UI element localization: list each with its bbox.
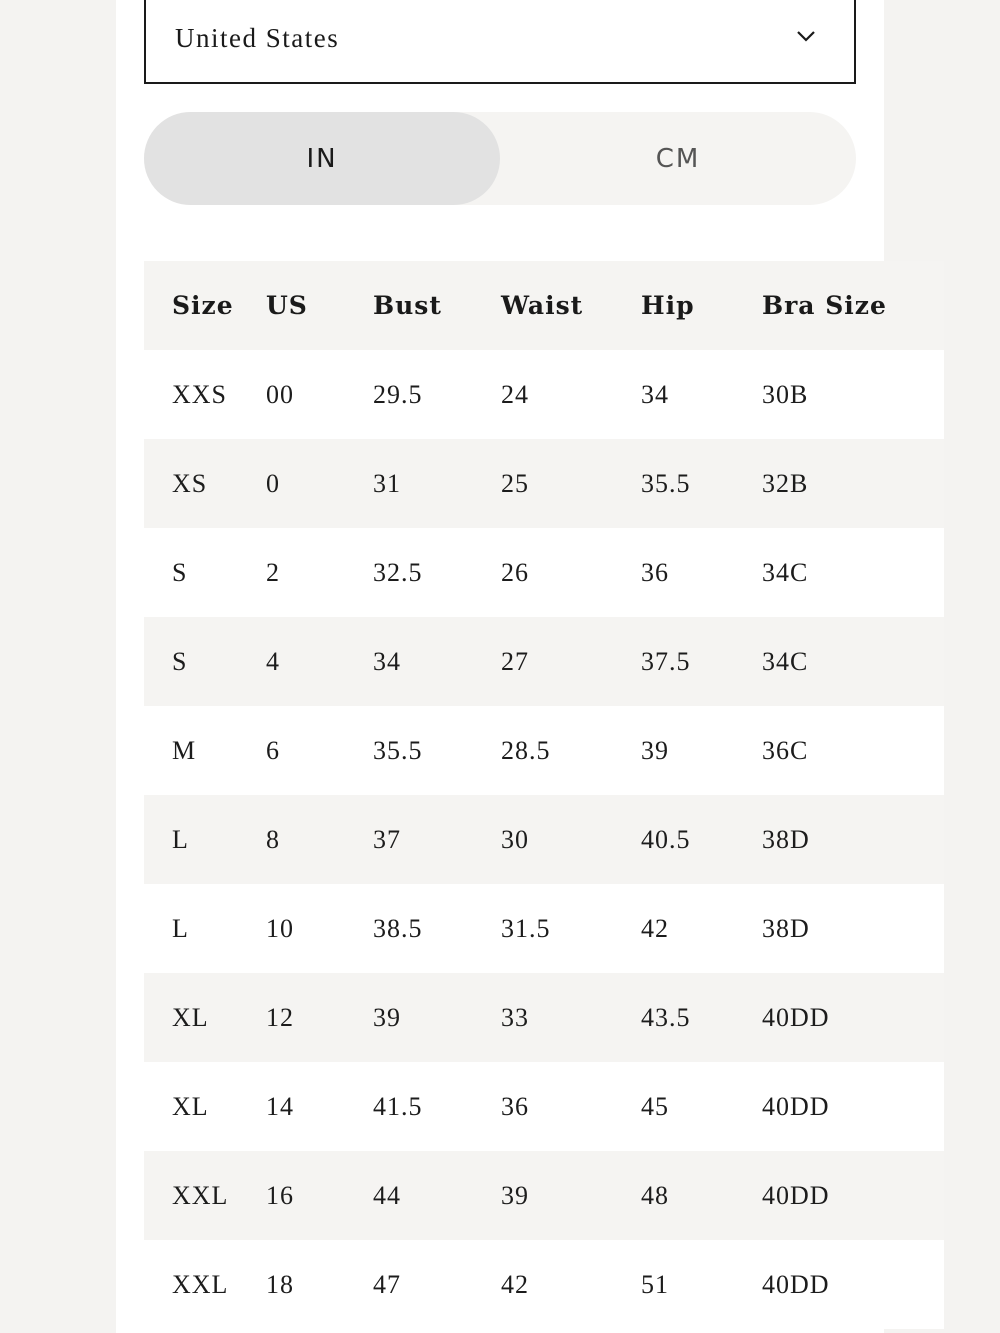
cell-bust: 38.5 (373, 913, 423, 943)
cell-us: 00 (266, 379, 294, 409)
cell-hip: 40.5 (641, 824, 691, 854)
cell-size: XXS (172, 379, 228, 409)
cell-us: 18 (266, 1269, 294, 1299)
table-row (144, 439, 944, 528)
unit-toggle (144, 112, 856, 205)
cell-bust: 44 (373, 1180, 401, 1210)
cell-us: 2 (266, 557, 280, 587)
unit-toggle-in[interactable]: IN (144, 112, 500, 205)
table-row (144, 1240, 944, 1329)
cell-size: XXL (172, 1180, 229, 1210)
cell-hip: 42 (641, 913, 669, 943)
cell-size: S (172, 557, 188, 587)
column-header-bra-size: Bra Size (762, 291, 887, 320)
cell-bra-size: 38D (762, 913, 810, 943)
cell-bust: 35.5 (373, 735, 423, 765)
cell-us: 6 (266, 735, 280, 765)
cell-waist: 42 (501, 1269, 529, 1299)
cell-us: 8 (266, 824, 280, 854)
column-header-size: Size (172, 291, 234, 320)
cell-bust: 39 (373, 1002, 401, 1032)
country-select-value: United States (175, 23, 340, 53)
cell-size: M (172, 735, 197, 765)
column-header-waist: Waist (501, 291, 584, 320)
cell-waist: 39 (501, 1180, 529, 1210)
cell-hip: 39 (641, 735, 669, 765)
cell-hip: 48 (641, 1180, 669, 1210)
cell-hip: 51 (641, 1269, 669, 1299)
country-select[interactable] (144, 0, 856, 84)
cell-bra-size: 40DD (762, 1180, 830, 1210)
table-row (144, 1151, 944, 1240)
size-table-header-row (144, 261, 944, 350)
cell-waist: 26 (501, 557, 529, 587)
cell-waist: 36 (501, 1091, 529, 1121)
cell-bra-size: 36C (762, 735, 809, 765)
table-row (144, 350, 944, 439)
cell-us: 16 (266, 1180, 294, 1210)
table-row (144, 706, 944, 795)
cell-size: XL (172, 1002, 209, 1032)
unit-toggle-cm[interactable]: CM (655, 143, 701, 174)
cell-bra-size: 34C (762, 646, 809, 676)
column-header-bust: Bust (373, 291, 442, 320)
cell-bra-size: 32B (762, 468, 809, 498)
cell-bra-size: 34C (762, 557, 809, 587)
table-row (144, 973, 944, 1062)
cell-bust: 34 (373, 646, 401, 676)
cell-waist: 31.5 (501, 913, 551, 943)
cell-bust: 47 (373, 1269, 401, 1299)
table-row (144, 795, 944, 884)
cell-size: XS (172, 468, 208, 498)
cell-size: L (172, 913, 189, 943)
cell-bra-size: 40DD (762, 1269, 830, 1299)
cell-size: S (172, 646, 188, 676)
cell-hip: 35.5 (641, 468, 691, 498)
cell-waist: 24 (501, 379, 529, 409)
table-row (144, 884, 944, 973)
cell-bra-size: 40DD (762, 1091, 830, 1121)
cell-bust: 29.5 (373, 379, 423, 409)
cell-us: 14 (266, 1091, 294, 1121)
cell-waist: 28.5 (501, 735, 551, 765)
cell-hip: 36 (641, 557, 669, 587)
column-header-hip: Hip (641, 291, 695, 320)
cell-hip: 37.5 (641, 646, 691, 676)
chevron-down-icon (794, 24, 818, 48)
cell-size: L (172, 824, 189, 854)
cell-size: XL (172, 1091, 209, 1121)
cell-bra-size: 30B (762, 379, 809, 409)
cell-bra-size: 38D (762, 824, 810, 854)
cell-waist: 30 (501, 824, 529, 854)
table-row (144, 1062, 944, 1151)
cell-hip: 43.5 (641, 1002, 691, 1032)
cell-bust: 31 (373, 468, 401, 498)
cell-us: 12 (266, 1002, 294, 1032)
cell-us: 0 (266, 468, 280, 498)
cell-waist: 33 (501, 1002, 529, 1032)
cell-hip: 34 (641, 379, 669, 409)
table-row (144, 617, 944, 706)
size-table-scroll[interactable] (144, 261, 887, 1333)
column-header-us: US (266, 291, 308, 320)
table-row (144, 528, 944, 617)
cell-hip: 45 (641, 1091, 669, 1121)
cell-us: 10 (266, 913, 294, 943)
size-table (144, 261, 944, 1329)
cell-bust: 37 (373, 824, 401, 854)
cell-waist: 27 (501, 646, 529, 676)
cell-bust: 32.5 (373, 557, 423, 587)
cell-bust: 41.5 (373, 1091, 423, 1121)
cell-us: 4 (266, 646, 280, 676)
cell-size: XXL (172, 1269, 229, 1299)
cell-bra-size: 40DD (762, 1002, 830, 1032)
cell-waist: 25 (501, 468, 529, 498)
